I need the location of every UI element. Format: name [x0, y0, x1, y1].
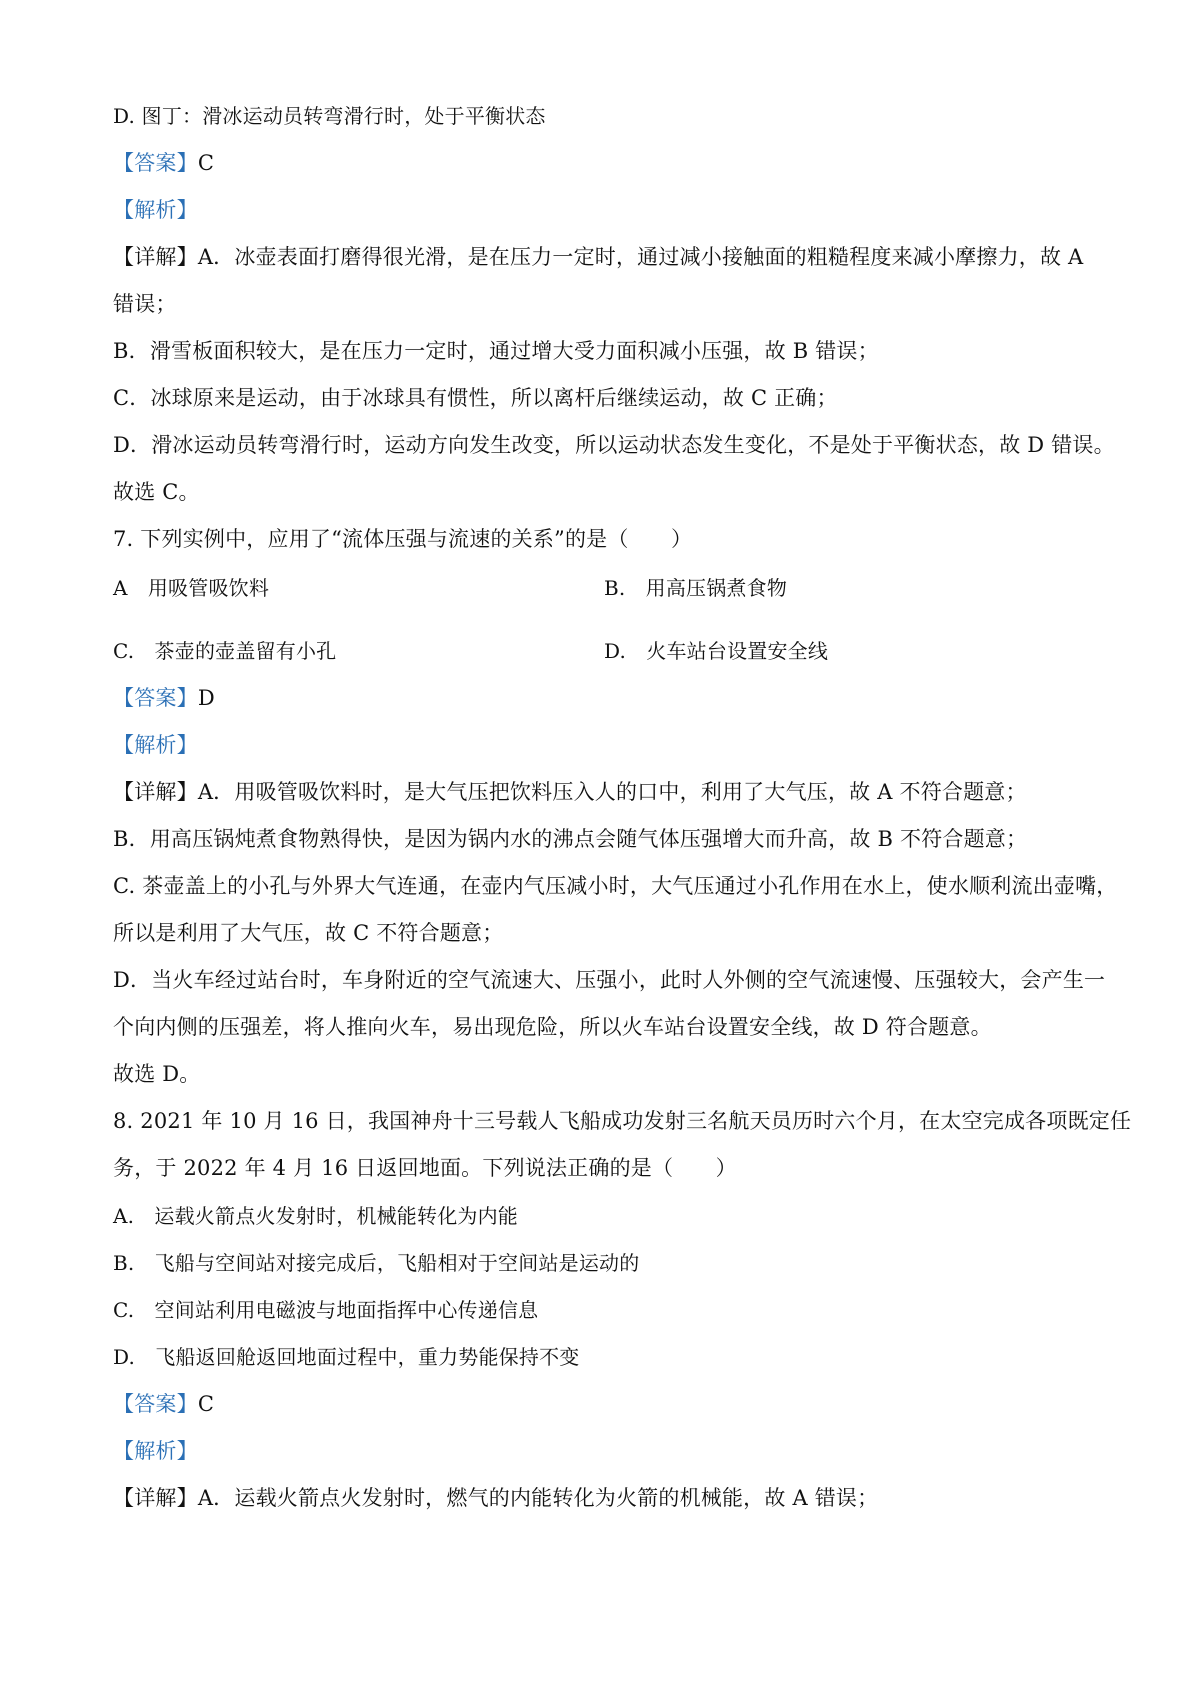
- q7-conclusion: 故选 D。: [113, 1062, 201, 1086]
- q7-answer: [113, 684, 1103, 712]
- q6-detail-d: D．滑冰运动员转弯滑行时，运动方向发生改变，所以运动状态发生变化，不是处于平衡状态，故 D 错误。: [113, 433, 1115, 457]
- q8-option-a: A. 运载火箭点火发射时，机械能转化为内能: [113, 1204, 519, 1228]
- detail-text: A．冰壶表面打磨得很光滑，是在压力一定时，通过减小接触面的粗糙程度来减小摩擦力，故 A: [197, 245, 1084, 269]
- answer-value: C: [197, 1392, 215, 1416]
- q6-detail-a-line1: [113, 243, 1103, 271]
- q6-conclusion: 故选 C。: [113, 480, 200, 504]
- q8-analysis-tag: 【解析】: [113, 1439, 198, 1463]
- detail-tag: 【详解】: [113, 245, 198, 269]
- q8-detail-a: [113, 1484, 1103, 1512]
- answer-tag: 【答案】: [113, 151, 198, 175]
- q7-detail-c-line1: C. 茶壶盖上的小孔与外界大气连通，在壶内气压减小时，大气压通过小孔作用在水上，使水顺利流出壶嘴，: [113, 874, 1118, 898]
- q8-option-c: C. 空间站利用电磁波与地面指挥中心传递信息: [113, 1298, 539, 1322]
- q6-analysis-tag: 【解析】: [113, 198, 198, 222]
- answer-value: C: [197, 151, 215, 175]
- q7-option-c: C. 茶壶的壶盖留有小孔: [113, 639, 337, 663]
- q7-analysis-tag: 【解析】: [113, 733, 198, 757]
- answer-value: D: [197, 686, 215, 710]
- detail-text: A．运载火箭点火发射时，燃气的内能转化为火箭的机械能，故 A 错误；: [197, 1486, 879, 1510]
- q6-option-d: D. 图丁：滑冰运动员转弯滑行时，处于平衡状态: [113, 104, 546, 128]
- q7-option-b: B. 用高压锅煮食物: [604, 576, 788, 600]
- answer-tag: 【答案】: [113, 686, 198, 710]
- answer-tag: 【答案】: [113, 1392, 198, 1416]
- q7-option-d: D. 火车站台设置安全线: [604, 639, 829, 663]
- q6-detail-c: C．冰球原来是运动，由于冰球具有惯性，所以离杆后继续运动，故 C 正确；: [113, 386, 838, 410]
- detail-tag: 【详解】: [113, 1486, 198, 1510]
- detail-tag: 【详解】: [113, 780, 198, 804]
- q8-stem-line1: 8. 2021 年 10 月 16 日，我国神舟十三号载人飞船成功发射三名航天员历时六个月，在太空完成各项既定任: [113, 1109, 1132, 1133]
- q7-detail-b: B．用高压锅炖煮食物熟得快，是因为锅内水的沸点会随气体压强增大而升高，故 B 不符合题意；: [113, 827, 1028, 851]
- q7-detail-c-line2: 所以是利用了大气压，故 C 不符合题意；: [113, 921, 504, 945]
- q6-answer: [113, 149, 1103, 177]
- q8-stem-line2: 务，于 2022 年 4 月 16 日返回地面。下列说法正确的是（ ）: [113, 1156, 737, 1180]
- q8-option-d: D. 飞船返回舱返回地面过程中，重力势能保持不变: [113, 1345, 580, 1369]
- q7-detail-a: [113, 778, 1103, 806]
- q6-detail-b: B．滑雪板面积较大，是在压力一定时，通过增大受力面积减小压强，故 B 错误；: [113, 339, 879, 363]
- q6-detail-a-line2: 错误；: [113, 292, 177, 316]
- q7-detail-d-line1: D．当火车经过站台时，车身附近的空气流速大、压强小，此时人外侧的空气流速慢、压强较大，会产生一: [113, 968, 1106, 992]
- q7-detail-d-line2: 个向内侧的压强差，将人推向火车，易出现危险，所以火车站台设置安全线，故 D 符合题意。: [113, 1015, 992, 1039]
- q7-stem: 7. 下列实例中，应用了“流体压强与流速的关系”的是（ ）: [113, 527, 693, 551]
- detail-text: A．用吸管吸饮料时，是大气压把饮料压入人的口中，利用了大气压，故 A 不符合题意；: [197, 780, 1027, 804]
- q7-option-a: A 用吸管吸饮料: [113, 576, 270, 600]
- q8-option-b: B. 飞船与空间站对接完成后，飞船相对于空间站是运动的: [113, 1251, 640, 1275]
- q8-answer: [113, 1390, 1103, 1418]
